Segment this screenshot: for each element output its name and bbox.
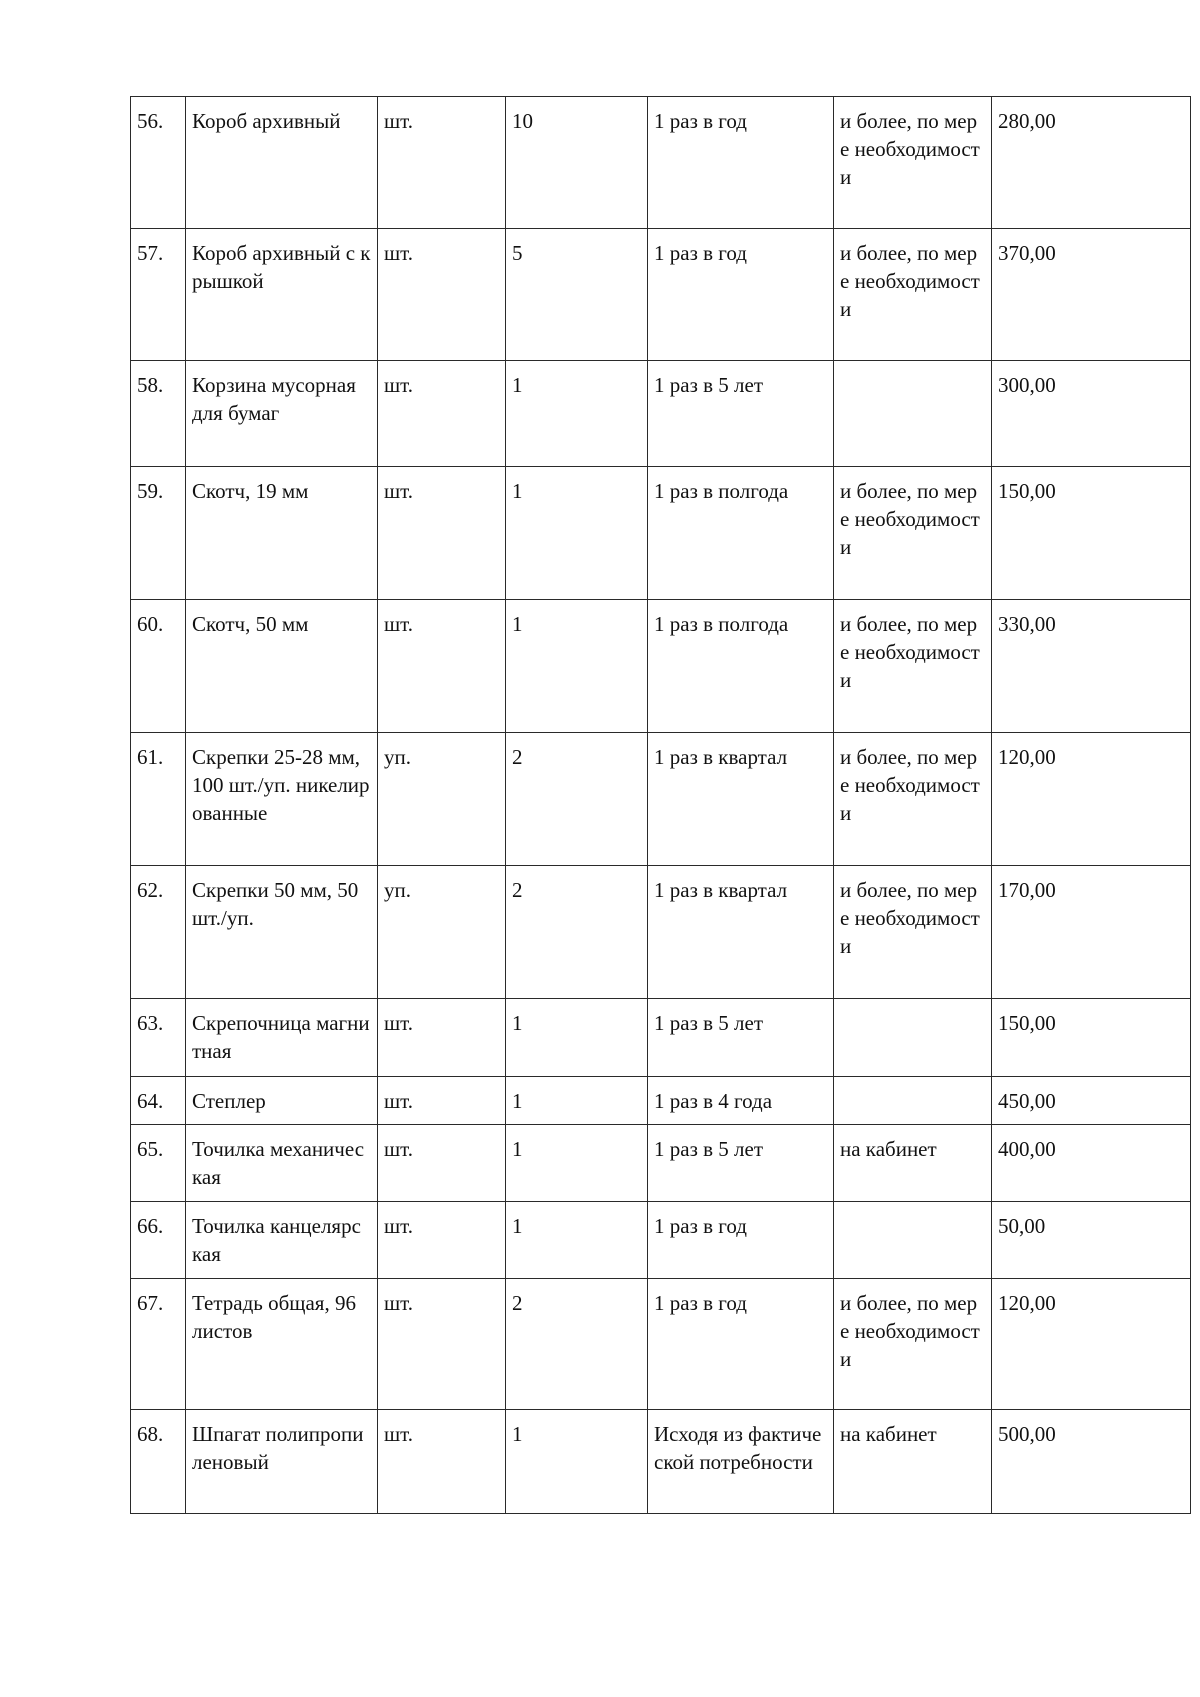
item-price: 300,00 bbox=[992, 361, 1191, 467]
row-number: 66. bbox=[131, 1202, 186, 1279]
item-unit: шт. bbox=[378, 600, 506, 733]
item-note bbox=[834, 999, 992, 1077]
item-price: 50,00 bbox=[992, 1202, 1191, 1279]
item-note bbox=[834, 1077, 992, 1125]
item-price: 450,00 bbox=[992, 1077, 1191, 1125]
item-frequency: 1 раз в год bbox=[648, 1279, 834, 1410]
item-name: Короб архивный с крышкой bbox=[186, 229, 378, 361]
item-name: Скотч, 50 мм bbox=[186, 600, 378, 733]
row-number: 63. bbox=[131, 999, 186, 1077]
item-quantity: 2 bbox=[506, 1279, 648, 1410]
item-note: на кабинет bbox=[834, 1410, 992, 1514]
item-frequency: 1 раз в 5 лет bbox=[648, 361, 834, 467]
item-frequency: 1 раз в полгода bbox=[648, 467, 834, 600]
item-quantity: 5 bbox=[506, 229, 648, 361]
item-price: 120,00 bbox=[992, 1279, 1191, 1410]
item-frequency: 1 раз в год bbox=[648, 229, 834, 361]
item-unit: шт. bbox=[378, 1202, 506, 1279]
table-row bbox=[131, 97, 1191, 229]
item-name: Короб архивный bbox=[186, 97, 378, 229]
item-price: 170,00 bbox=[992, 866, 1191, 999]
item-price: 500,00 bbox=[992, 1410, 1191, 1514]
item-unit: шт. bbox=[378, 1125, 506, 1202]
item-unit: шт. bbox=[378, 1410, 506, 1514]
item-unit: шт. bbox=[378, 1077, 506, 1125]
table-row bbox=[131, 361, 1191, 467]
item-unit: шт. bbox=[378, 1279, 506, 1410]
table-row bbox=[131, 467, 1191, 600]
item-frequency: 1 раз в год bbox=[648, 97, 834, 229]
row-number: 65. bbox=[131, 1125, 186, 1202]
item-name: Точилка механическая bbox=[186, 1125, 378, 1202]
table-row bbox=[131, 600, 1191, 733]
row-number: 59. bbox=[131, 467, 186, 600]
row-number: 57. bbox=[131, 229, 186, 361]
item-note: и более, по мере необходимости bbox=[834, 467, 992, 600]
item-quantity: 2 bbox=[506, 733, 648, 866]
item-price: 330,00 bbox=[992, 600, 1191, 733]
item-frequency: 1 раз в полгода bbox=[648, 600, 834, 733]
item-note bbox=[834, 361, 992, 467]
item-note: и более, по мере необходимости bbox=[834, 600, 992, 733]
item-name: Шпагат полипропиленовый bbox=[186, 1410, 378, 1514]
table-row bbox=[131, 1125, 1191, 1202]
item-quantity: 1 bbox=[506, 1125, 648, 1202]
document-page bbox=[130, 96, 1190, 1514]
table-row bbox=[131, 1279, 1191, 1410]
table-row bbox=[131, 1202, 1191, 1279]
item-frequency: 1 раз в квартал bbox=[648, 866, 834, 999]
item-frequency: 1 раз в 5 лет bbox=[648, 1125, 834, 1202]
item-name: Скрепки 25-28 мм, 100 шт./уп. никелированные bbox=[186, 733, 378, 866]
item-quantity: 2 bbox=[506, 866, 648, 999]
item-unit: шт. bbox=[378, 229, 506, 361]
row-number: 64. bbox=[131, 1077, 186, 1125]
item-quantity: 1 bbox=[506, 467, 648, 600]
item-name: Скотч, 19 мм bbox=[186, 467, 378, 600]
supplies-table bbox=[130, 96, 1191, 1514]
item-price: 150,00 bbox=[992, 999, 1191, 1077]
table-body bbox=[131, 97, 1191, 1514]
table-row bbox=[131, 1077, 1191, 1125]
row-number: 67. bbox=[131, 1279, 186, 1410]
item-name: Корзина мусорная для бумаг bbox=[186, 361, 378, 467]
item-note: и более, по мере необходимости bbox=[834, 229, 992, 361]
item-unit: шт. bbox=[378, 999, 506, 1077]
row-number: 58. bbox=[131, 361, 186, 467]
item-name: Скрепки 50 мм, 50 шт./уп. bbox=[186, 866, 378, 999]
item-frequency: 1 раз в 5 лет bbox=[648, 999, 834, 1077]
item-name: Скрепочница магнитная bbox=[186, 999, 378, 1077]
item-note bbox=[834, 1202, 992, 1279]
table-row bbox=[131, 1410, 1191, 1514]
item-quantity: 1 bbox=[506, 999, 648, 1077]
item-quantity: 10 bbox=[506, 97, 648, 229]
table-row bbox=[131, 866, 1191, 999]
row-number: 56. bbox=[131, 97, 186, 229]
item-quantity: 1 bbox=[506, 1410, 648, 1514]
item-price: 370,00 bbox=[992, 229, 1191, 361]
item-price: 120,00 bbox=[992, 733, 1191, 866]
item-note: и более, по мере необходимости bbox=[834, 1279, 992, 1410]
item-note: на кабинет bbox=[834, 1125, 992, 1202]
item-unit: уп. bbox=[378, 866, 506, 999]
item-quantity: 1 bbox=[506, 361, 648, 467]
item-note: и более, по мере необходимости bbox=[834, 866, 992, 999]
row-number: 62. bbox=[131, 866, 186, 999]
item-frequency: 1 раз в год bbox=[648, 1202, 834, 1279]
item-frequency: 1 раз в квартал bbox=[648, 733, 834, 866]
table-row bbox=[131, 229, 1191, 361]
row-number: 60. bbox=[131, 600, 186, 733]
row-number: 68. bbox=[131, 1410, 186, 1514]
item-unit: шт. bbox=[378, 361, 506, 467]
item-frequency: Исходя из фактической потребности bbox=[648, 1410, 834, 1514]
item-frequency: 1 раз в 4 года bbox=[648, 1077, 834, 1125]
row-number: 61. bbox=[131, 733, 186, 866]
item-price: 400,00 bbox=[992, 1125, 1191, 1202]
table-row bbox=[131, 999, 1191, 1077]
item-name: Тетрадь общая, 96 листов bbox=[186, 1279, 378, 1410]
item-quantity: 1 bbox=[506, 600, 648, 733]
item-note: и более, по мере необходимости bbox=[834, 97, 992, 229]
item-unit: шт. bbox=[378, 467, 506, 600]
item-price: 280,00 bbox=[992, 97, 1191, 229]
item-quantity: 1 bbox=[506, 1077, 648, 1125]
item-quantity: 1 bbox=[506, 1202, 648, 1279]
item-unit: шт. bbox=[378, 97, 506, 229]
item-note: и более, по мере необходимости bbox=[834, 733, 992, 866]
item-price: 150,00 bbox=[992, 467, 1191, 600]
item-unit: уп. bbox=[378, 733, 506, 866]
item-name: Точилка канцелярская bbox=[186, 1202, 378, 1279]
table-row bbox=[131, 733, 1191, 866]
item-name: Степлер bbox=[186, 1077, 378, 1125]
